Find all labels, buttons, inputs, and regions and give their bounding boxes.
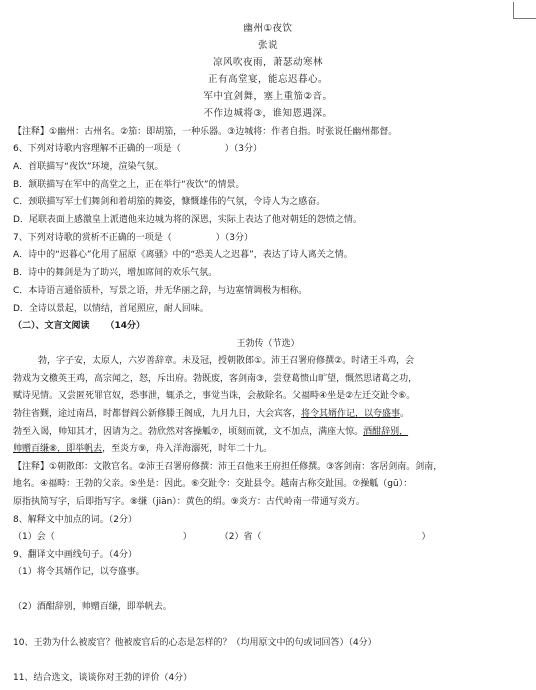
passage-line-1: 勃，字子安，太原人，六岁善辞章。未及冠，授朝散郎①。沛王召署府修撰②。时诸王斗鸡，会 (38, 356, 415, 366)
question-8-blank-1-label: （1）会（ (13, 532, 55, 542)
passage-line-5-text: 勃至入谒，帅知其才，因请为之。勃欣然对客操觚⑦，顷刻而就，文不加点，满座大惊。 (13, 427, 364, 437)
question-8-blank-2-label: （2）省（ (219, 532, 262, 542)
question-8-blanks (13, 531, 431, 543)
question-8-blank-2-end: ） (421, 532, 431, 542)
question-9-sentence-2: （2）酒酣辞别，帅赠百缣，即举帆去。 (13, 602, 172, 612)
passage-line-6-tail: ，至炎方⑨，舟入洋海溺死，时年二十九。 (102, 444, 273, 454)
question-6 (13, 143, 262, 155)
question-7-option-d: D．全诗以景起，以情结，首尾照应，耐人回味。 (13, 304, 209, 314)
question-8-blank-1-end: ） (182, 532, 192, 542)
question-6-option-c: C．颈联描写军士们舞剑和着胡笳的舞姿，慷慨雄伟的气氛，令诗人为之感奋。 (13, 197, 326, 207)
question-9-sentence-1: （1）将令其婿作记，以夸盛事。 (13, 567, 145, 577)
question-7-stem: 7、下列对诗歌的赏析不正确的一项是（ (13, 233, 172, 243)
question-8-stem: 8、解释文中加点的词。（2分） (13, 515, 137, 525)
underlined-sentence-1: 将令其婿作记，以夸盛事 (301, 409, 401, 419)
poem-line-1: 凉风吹夜雨，萧瑟动寒林 (212, 57, 323, 68)
passage-line-4 (13, 408, 409, 420)
passage-notes-line-1: 【注释】①朝散郎：文散官名。②沛王召署府修撰：沛王召他来王府担任修撰。③客剑南：客居剑南。剑南， (13, 462, 443, 472)
question-7-stem-end: ）（3分） (215, 233, 253, 243)
poem-line-2: 正有高堂宴，能忘迟暮心。 (207, 74, 328, 85)
poem-title: 幽州①夜饮 (243, 23, 293, 34)
question-7-option-c: C．本诗语言通俗质朴，写景之语，并无华丽之辞，与边塞情调极为相称。 (13, 286, 308, 296)
section-2-score: （14分） (105, 321, 146, 331)
underlined-sentence-2a: 酒酣辞别， (363, 427, 409, 437)
question-6-option-b: B．颔联描写在军中的高堂之上，正在举行“夜饮”的情景。 (13, 180, 245, 190)
passage-title: 王勃传（节选） (236, 339, 300, 349)
passage-line-5 (13, 426, 408, 438)
poem-notes: 【注释】①幽州：古州名。②笳：即胡笳，一种乐器。③边城将：作者自指。时张说任幽州都督。 (13, 127, 398, 137)
question-6-stem: 6、下列对诗歌内容理解不正确的一项是（ (13, 144, 181, 154)
question-10: 10、王勃为什么被废官？他被废官后的心态是怎样的？（均用原文中的句或词回答）（4分） (13, 638, 377, 648)
passage-line-4-tail: 。 (400, 409, 410, 419)
passage-notes-line-2: 地名。④福畤：王勃的父亲。⑤坐是：因此。⑥交趾令：交趾县令。越南古称交趾国。⑦操觚（gū）： (13, 479, 413, 489)
underlined-sentence-2b: 帅赠百缣⑧，即举帆去 (13, 444, 103, 454)
question-7 (13, 232, 253, 244)
page-corner-mark (513, 2, 536, 19)
passage-line-3: 赋诗见情。又尝匿死罪官奴，恐事泄，辄杀之，事觉当诛，会赦除名。父福畤④坐是②左迁交趾令⑥。 (13, 391, 416, 401)
poem-line-4: 不作边城将③，谁知恩遇深。 (203, 108, 333, 119)
question-7-option-a: A．诗中的“迟暮心”化用了屈原《离骚》中的“恐美人之迟暮”，表达了诗人离关之情。 (13, 250, 353, 260)
poem-line-3: 军中宜剑舞，塞上重笳②音。 (203, 91, 333, 102)
passage-notes-line-3: 原指执简写字，后即指写字。⑧缣（jiān）：黄色的绢。⑨炎方：古代岭南一带通写炎方。 (13, 497, 365, 507)
question-6-option-d: D．尾联表面上感激皇上派遣他来边城为将的深恩，实际上表达了他对朝廷的怨愤之情。 (13, 215, 362, 225)
passage-line-4-text: 勃往省觐，途过南昌，时都督阎公新修滕王阁成，九月九日，大会宾客， (13, 409, 302, 419)
question-6-option-a: A．首联描写“夜饮”环境，渲染气氛。 (13, 162, 164, 172)
passage-line-6 (13, 443, 272, 455)
question-7-option-b: B．诗中的舞剑是为了助兴，增加席间的欢乐气氛。 (13, 268, 218, 278)
question-6-stem-end: ）（3分） (224, 144, 262, 154)
poem-author: 张说 (257, 40, 278, 51)
question-11: 11、结合选文，谈谈你对王勃的评价（4分） (13, 673, 193, 683)
section-2-title: （二）、文言文阅读 (13, 321, 90, 331)
section-2-heading (13, 320, 145, 332)
question-9-stem: 9、翻译文中画线句子。（4分） (13, 550, 137, 560)
passage-line-2: 勃戏为文檄英王鸡，高宗闻之，怒，斥出府。勃既废，客剑南③，尝登葛愦山旷望，慨然思诸葛之功， (13, 374, 418, 384)
